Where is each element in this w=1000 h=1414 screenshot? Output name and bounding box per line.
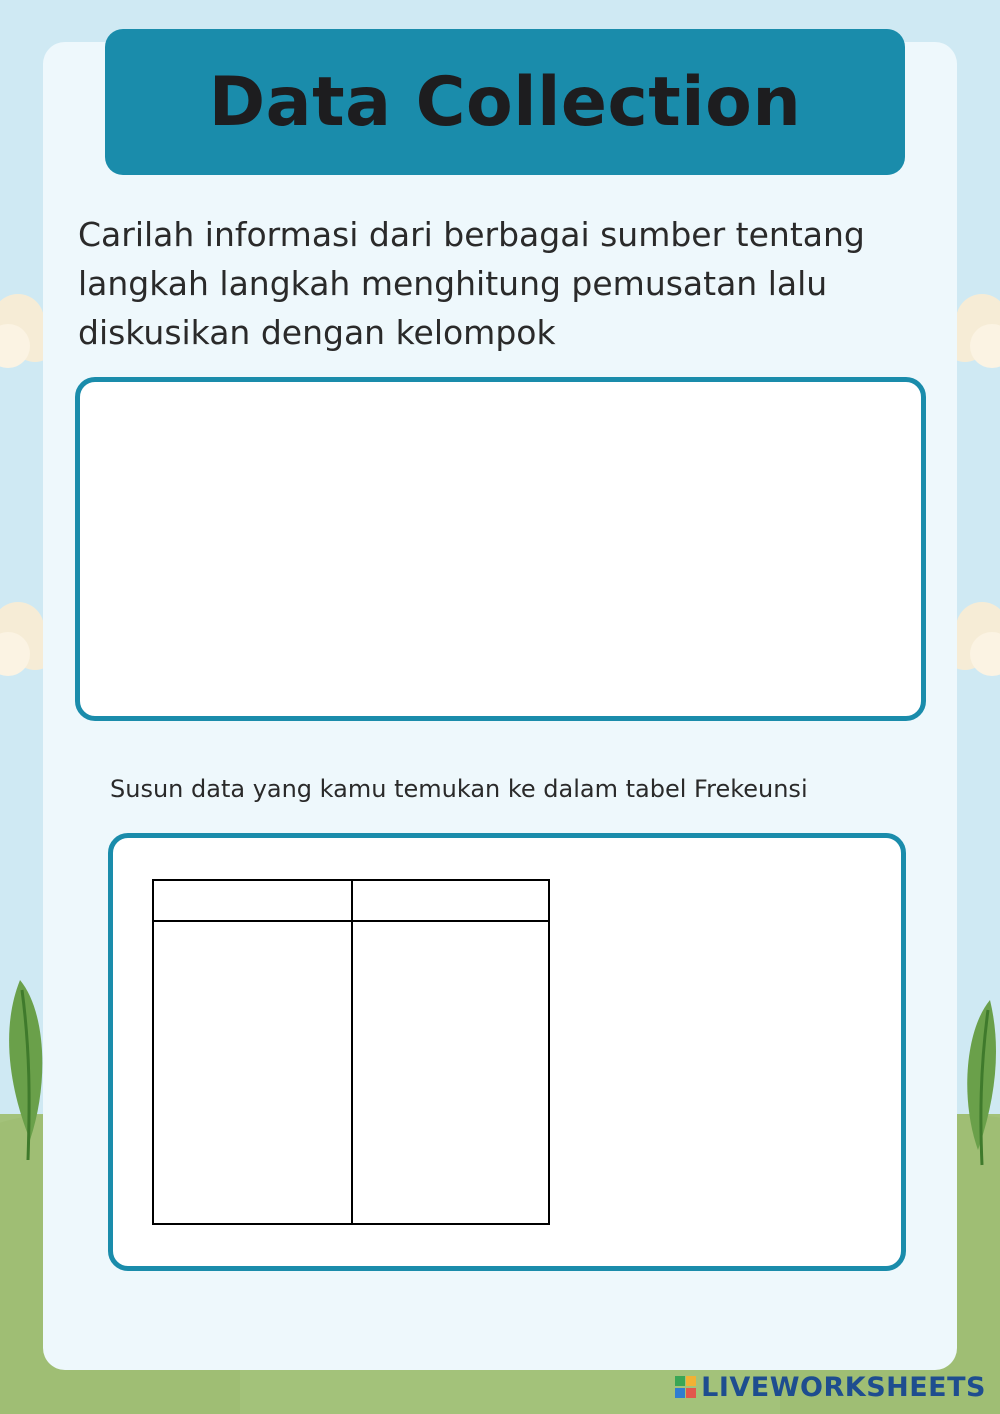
brand-name: LIVEWORKSHEETS: [701, 1372, 986, 1403]
table-body-cell[interactable]: [353, 922, 548, 1223]
liveworksheets-logo-icon: [675, 1376, 697, 1400]
frequency-table: [152, 879, 550, 1225]
table-header-cell[interactable]: [353, 881, 550, 920]
answer-text-box[interactable]: [75, 377, 926, 721]
title-banner: [105, 29, 905, 175]
leaf-icon: [950, 990, 1000, 1170]
page-title: Data Collection: [208, 62, 802, 142]
instruction-text: Carilah informasi dari berbagai sumber tentang langkah langkah menghitung pemusatan lalu diskusikan dengan kelompok: [78, 215, 865, 352]
table-header-cell[interactable]: [154, 881, 351, 920]
brand-footer[interactable]: [675, 1372, 986, 1403]
table-body-cell[interactable]: [154, 922, 351, 1223]
table-instruction: Susun data yang kamu temukan ke dalam tabel Frekeunsi: [110, 775, 808, 803]
